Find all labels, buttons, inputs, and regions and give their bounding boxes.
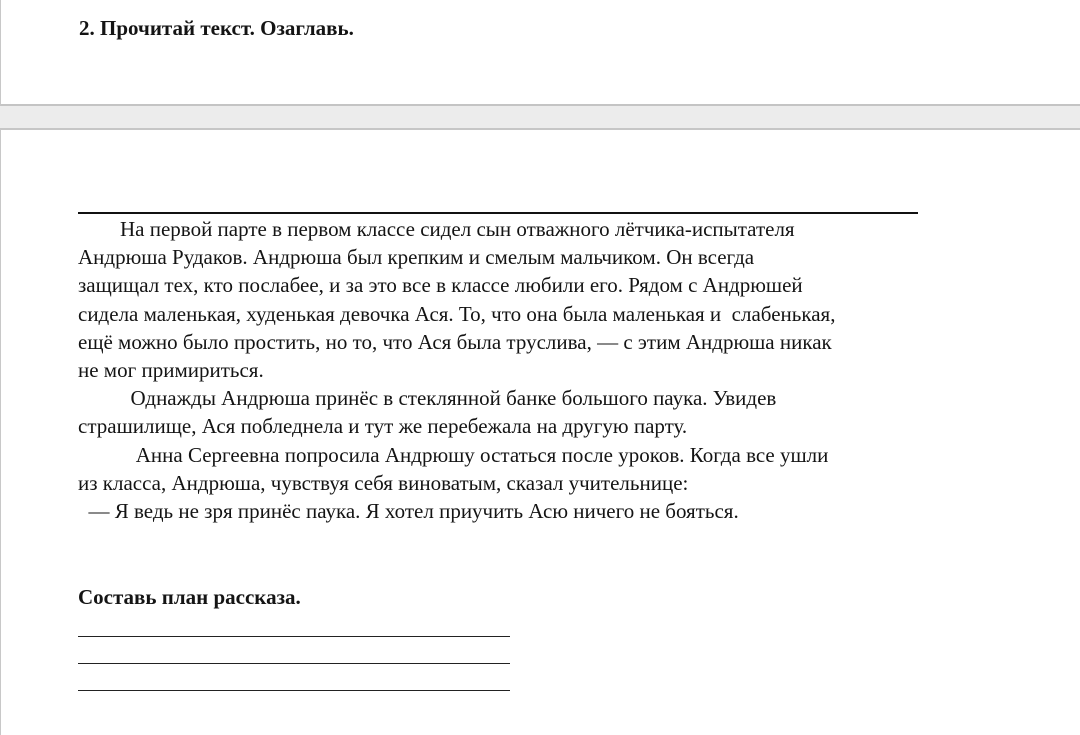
story-line: — Я ведь не зря принёс паука. Я хотел приучить Асю ничего не бояться. bbox=[78, 498, 739, 523]
plan-answer-line bbox=[78, 663, 510, 664]
story-line: Однажды Андрюша принёс в стеклянной банке большого паука. Увидев bbox=[78, 386, 777, 411]
story-line: сидела маленькая, худенькая девочка Ася. То, что она была маленькая и слабенькая, bbox=[78, 301, 836, 326]
story-line: не мог примириться. bbox=[78, 357, 264, 382]
story-line: На первой парте в первом классе сидел сын отважного лётчика-испытателя bbox=[78, 217, 795, 241]
story-line: Андрюша Рудаков. Андрюша был крепким и смелым мальчиком. Он всегда bbox=[78, 245, 755, 270]
page-separator bbox=[0, 106, 1080, 128]
story-text bbox=[78, 215, 1018, 525]
story-title-blank-line bbox=[78, 212, 918, 214]
top-page-section bbox=[0, 0, 1080, 106]
plan-answer-line bbox=[78, 636, 510, 637]
story-line: ещё можно было простить, но то, что Ася была труслива, — с этим Андрюша никак bbox=[78, 329, 832, 354]
plan-answer-line bbox=[78, 690, 510, 691]
plan-title: Составь план рассказа. bbox=[78, 585, 301, 609]
story-line: защищал тех, кто послабее, и за это все в классе любили его. Рядом с Андрюшей bbox=[78, 273, 803, 298]
story-line: из класса, Андрюша, чувствуя себя виноватым, сказал учительнице: bbox=[78, 470, 689, 495]
story-line: Анна Сергеевна попросила Андрюшу остаться после уроков. Когда все ушли bbox=[78, 442, 829, 467]
story-line: страшилище, Ася побледнела и тут же перебежала на другую парту. bbox=[78, 414, 688, 439]
task-title: 2. Прочитай текст. Озаглавь. bbox=[79, 16, 354, 40]
